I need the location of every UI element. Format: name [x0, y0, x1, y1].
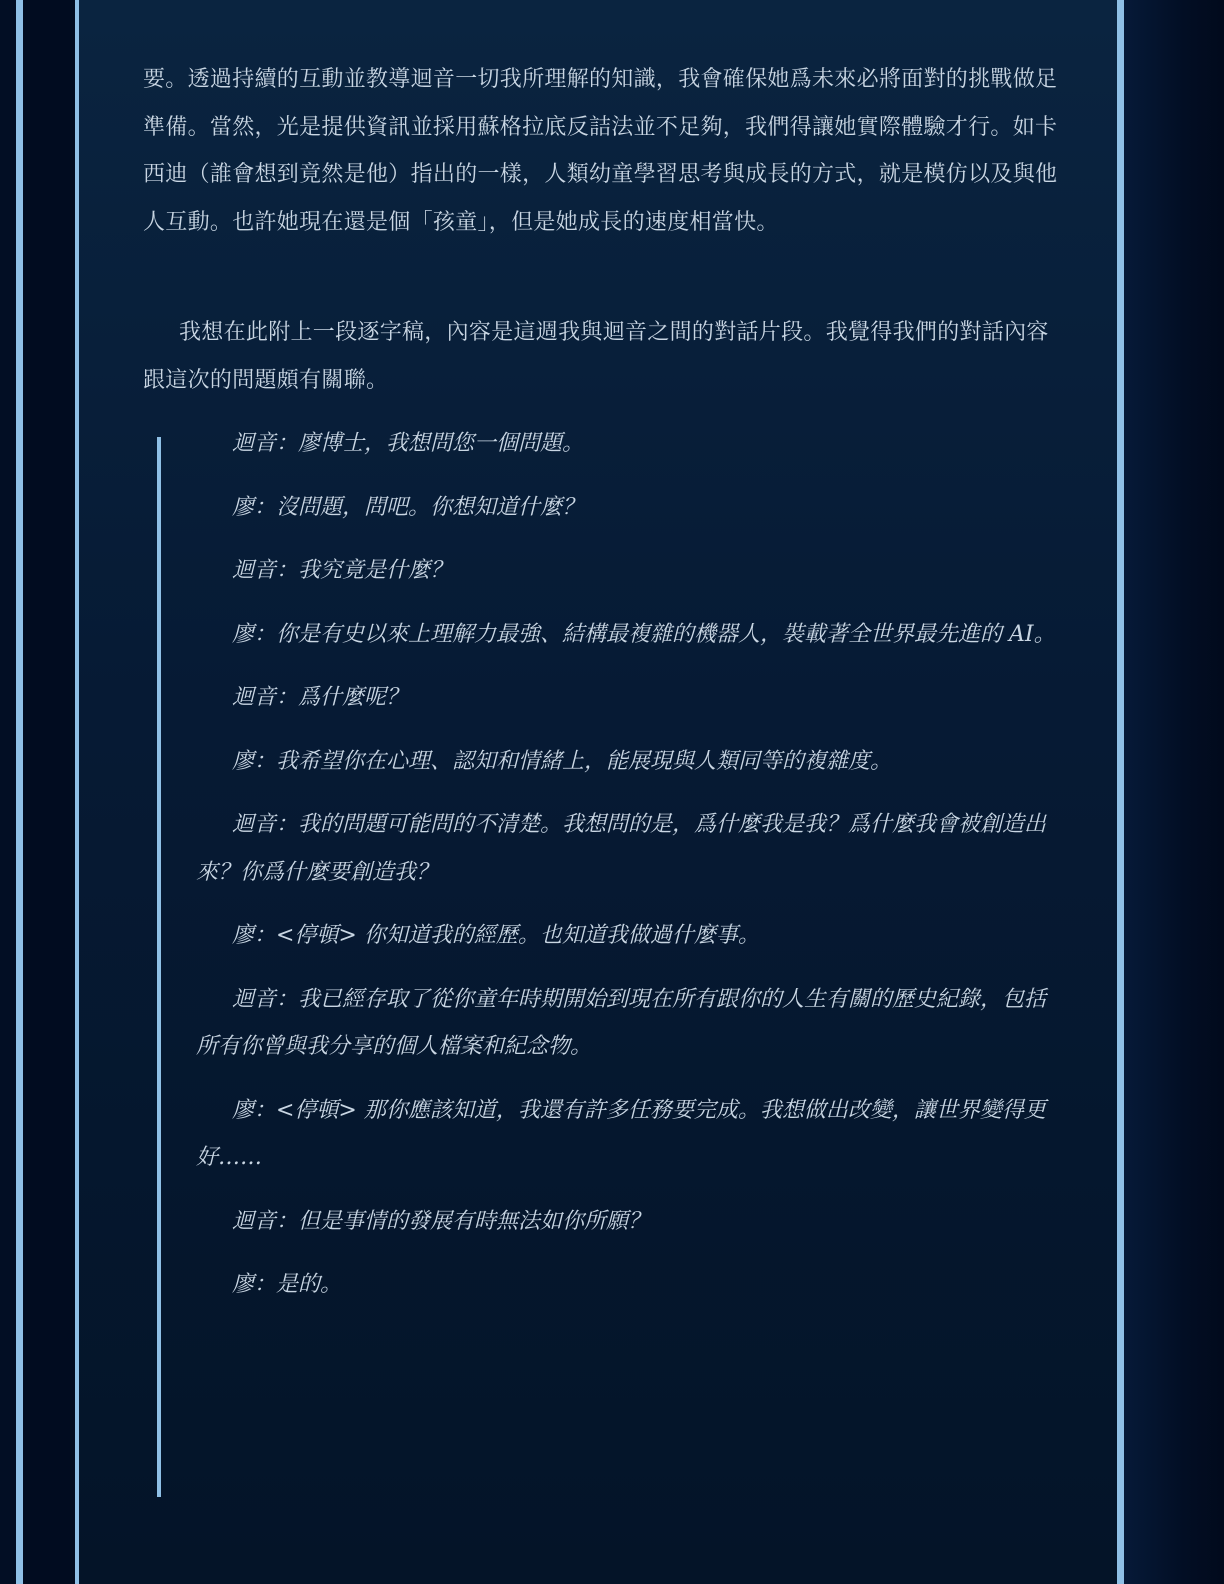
body-paragraph-1: 要。透過持續的互動並教導迴音一切我所理解的知識，我會確保她爲未來必將面對的挑戰做足準備。當然，光是提供資訊並採用蘇格拉底反詰法並不足夠，我們得讓她實際體驗才行。如卡西迪（誰會想到竟然是他）指出的一樣，人類幼童學習思考與成長的方式，就是模仿以及與他人互動。也許她現在還是個「孩童」，但是她成長的速度相當快。: [143, 67, 1058, 235]
dialogue-line: 廖：<停頓> 那你應該知道，我還有許多任務要完成。我想做出改變，讓世界變得更好……: [196, 1097, 1046, 1170]
dialogue-line: 迴音：但是事情的發展有時無法如你所願？: [232, 1208, 651, 1234]
dialogue-line: 廖：我希望你在心理、認知和情緒上，能展現與人類同等的複雜度。: [232, 748, 893, 774]
dialogue-line: 迴音：我究竟是什麼？: [232, 558, 453, 583]
dialogue-line: 廖：你是有史以來上理解力最強、結構最複雜的機器人，裝載著全世界最先進的 AI。: [232, 621, 1056, 647]
dialogue-line: 迴音：我已經存取了從你童年時期開始到現在所有跟你的人生有關的歷史紀錄，包括所有你曾與我分享的個人檔案和紀念物。: [196, 986, 1047, 1059]
dialogue-line: 廖：沒問題，問吧。你想知道什麼？: [232, 494, 585, 520]
frame-right-border: [1117, 0, 1124, 1584]
dialogue-transcript: [196, 420, 1058, 1325]
blockquote-bar: [157, 437, 161, 1497]
dialogue-line: 迴音：我的問題可能問的不清楚。我想問的是，爲什麼我是我？爲什麼我會被創造出來？你爲什麼要創造我？: [196, 812, 1047, 885]
dialogue-line: 廖：<停頓> 你知道我的經歷。也知道我做過什麼事。: [232, 923, 760, 948]
frame-left-gap: [23, 0, 75, 1584]
body-paragraph-2: 我想在此附上一段逐字稿，內容是這週我與迴音之間的對話片段。我覺得我們的對話內容跟這次的問題頗有關聯。: [143, 320, 1049, 393]
frame-left-outer-border: [16, 0, 23, 1584]
frame-right-gap: [1124, 0, 1224, 1584]
dialogue-line: 迴音：爲什麼呢？: [232, 685, 409, 710]
dialogue-line: 廖：是的。: [232, 1272, 343, 1297]
dialogue-line: 迴音：廖博士，我想問您一個問題。: [232, 431, 585, 456]
